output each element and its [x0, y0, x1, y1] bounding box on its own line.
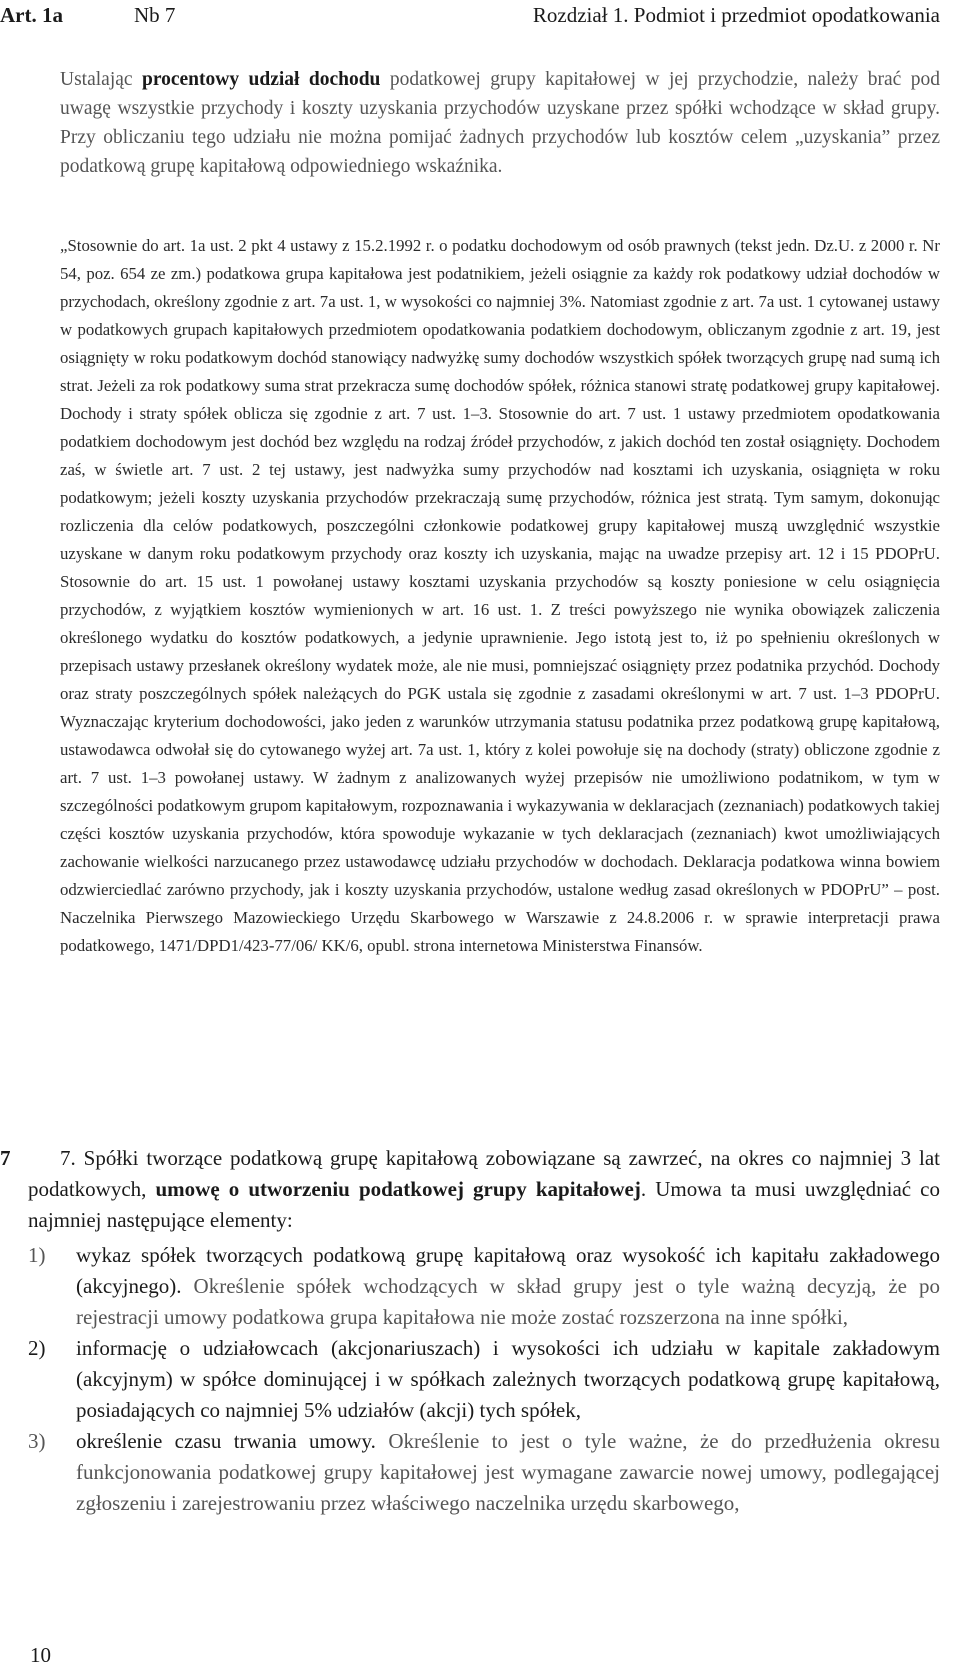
- list-item-rest: Określenie spółek wchodzących w skład grupy jest o tyle ważną decyzją, że po rejestracji umowy podatkowa grupa kapitałowa nie może zostać rozszerzona na inne spółki,: [76, 1274, 940, 1329]
- margin-number: 7: [0, 1146, 11, 1170]
- list-item-lead: wykaz spółek tworzących podatkową grupę kapitałową oraz wysokość ich kapitału zakładowego (akcyjnego).: [76, 1243, 940, 1298]
- agreement-elements-list: [28, 1240, 940, 1519]
- list-item: [28, 1333, 940, 1426]
- list-item: [28, 1240, 940, 1333]
- list-item-lead: informację o udziałowcach (akcjonariuszach) i wysokości ich udziału w kapitale zakładowym (akcyjnym) w spółce dominującej i w spółkach zależnych tworzących podatkową grupę kapitałową, posiadających co najmniej 5% udziałów (akcji) tych spółek,: [76, 1336, 940, 1422]
- intro-text-post: podatkowej grupy kapitałowej w jej przychodzie, należy brać pod uwagę wszystkie przychody i koszty uzyskania przychodów uzyskane przez spółki wchodzące w skład grupy. Przy obliczaniu tego udziału nie można pomijać żadnych przychodów lub kosztów celem „uzyskania” przez podatkową grupę kapitałową odpowiedniego wskaźnika.: [60, 69, 940, 177]
- list-item-rest: Określenie to jest o tyle ważne, że do przedłużenia okresu funkcjonowania podatkowej grupy kapitałowej jest wymagane zawarcie nowej umowy, podlegającej zgłoszeniu i zarejestrowaniu przez właściwego naczelnika urzędu skarbowego,: [76, 1429, 940, 1515]
- header-note-number: Nb 7: [134, 3, 176, 27]
- list-item-number: 3): [28, 1429, 46, 1453]
- header-chapter-title: Rozdział 1. Podmiot i przedmiot opodatkowania: [532, 3, 940, 27]
- list-item-lead: określenie czasu trwania umowy.: [76, 1429, 376, 1453]
- interpretation-quote: „Stosownie do art. 1a ust. 2 pkt 4 ustawy z 15.2.1992 r. o podatku dochodowym od osób prawnych (tekst jedn. Dz.U. z 2000 r. Nr 54, poz. 654 ze zm.) podatkowa grupa kapitałowa jest podatnikiem, jeżeli osiągnie za każdy rok podatkowy udział dochodów w przychodach, określony zgodnie z art. 7a ust. 1, w wysokości co najmniej 3%. Natomiast zgodnie z art. 7a ust. 1 cytowanej ustawy w podatkowych grupach kapitałowych przedmiotem opodatkowania podatkiem dochodowym, obliczanym zgodnie z art. 19, jest osiągnięty w roku podatkowym dochód stanowiący nadwyżkę sumy dochodów wszystkich spółek tworzących grupę nad sumą ich strat. Jeżeli za rok podatkowy suma strat przekracza sumę dochodów spółek, różnica stanowi stratę podatkowej grupy kapitałowej. Dochody i straty spółek oblicza się zgodnie z art. 7 ust. 1–3. Stosownie do art. 7 ust. 1 ustawy przedmiotem opodatkowania podatkiem dochodowym jest dochód bez względu na rodzaj źródeł przychodów, z jakich dochód ten został osiągnięty. Dochodem zaś, w świetle art. 7 ust. 2 tej ustawy, jest nadwyżka sumy przychodów nad kosztami ich uzyskania, osiągnięta w roku podatkowym; jeżeli koszty uzyskania przychodów przekraczają sumę przychodów, różnica jest stratą. Tym samym, dokonując rozliczenia dla celów podatkowych, poszczególni członkowie podatkowej grupy kapitałowej muszą uwzględnić wszystkie uzyskane w danym roku podatkowym przychody oraz koszty ich uzyskania, mając na uwadze przepisy art. 12 i 15 PDOPrU. Stosownie do art. 15 ust. 1 powołanej ustawy kosztami uzyskania przychodów są koszty poniesione w celu osiągnięcia przychodów, z wyjątkiem kosztów wymienionych w art. 16 ust. 1. Z treści powyższego nie wynika obowiązek zaliczenia określonego wydatku do kosztów podatkowych, a jedynie uprawnienie. Jego istotą jest to, iż po spełnieniu określonych w przepisach ustawy przesłanek określony wydatek może, ale nie musi, pomniejszać osiągnięty przez podatnika przychód. Dochody oraz straty poszczególnych spółek należących do PGK ustala się zgodnie z zasadami określonymi w art. 7 ust. 1–3 PDOPrU. Wyznaczając kryterium dochodowości, jako jeden z warunków utrzymania statusu podatnika przez podatkową grupę kapitałową, ustawodawca odwołał się do cytowanego wyżej art. 7a ust. 1, który z kolei powołuje się na dochody (straty) obliczone zgodnie z art. 7 ust. 1–3 powołanej ustawy. W żadnym z analizowanych wyżej przepisów nie umożliwiono podatnikom, w tym w szczególności podatkowym grupom kapitałowym, rozpoznawania i wykazywania w deklaracjach (zeznaniach) podatkowych takiej części kosztów uzyskania przychodów, która spowoduje wykazanie w tych deklaracjach (zeznaniach) kwot umożliwiających zachowanie wielkości narzucanego przez ustawodawcę udziału przychodów w dochodach. Deklaracja podatkowa winna bowiem odzwierciedlać zarówno przychody, jak i koszty uzyskania przychodów, ustalone według zasad określonych w PDOPrU” – post. Naczelnika Pierwszego Mazowieckiego Urzędu Skarbowego w Warszawie z 24.8.2006 r. w sprawie interpretacji prawa podatkowego, 1471/DPD1/423-77/06/ KK/6, opubl. strona internetowa Ministerstwa Finansów.: [60, 236, 940, 955]
- header-article: Art. 1a: [0, 3, 63, 27]
- list-item-number: 1): [28, 1243, 46, 1267]
- list-item: [28, 1426, 940, 1519]
- running-header: [0, 0, 940, 30]
- list-item-number: 2): [28, 1336, 46, 1360]
- section-7-text-pre: Spółki tworzące podatkową grupę kapitałową zobowiązane są zawrzeć, na okres co najmniej 3 lat podatkowych,: [28, 1146, 941, 1201]
- intro-paragraph: [60, 65, 940, 181]
- section-7-text-bold: umowę o utworzeniu podatkowej grupy kapitałowej: [155, 1177, 641, 1201]
- section-7-text-post: . Umowa ta musi uwzględniać co najmniej następujące elementy:: [28, 1177, 941, 1232]
- intro-text-pre: Ustalając: [60, 69, 142, 90]
- page-number: 10: [30, 1643, 51, 1667]
- section-7-number: 7.: [60, 1146, 76, 1170]
- intro-text-bold: procentowy udział dochodu: [141, 69, 381, 90]
- section-7-paragraph: [28, 1143, 940, 1236]
